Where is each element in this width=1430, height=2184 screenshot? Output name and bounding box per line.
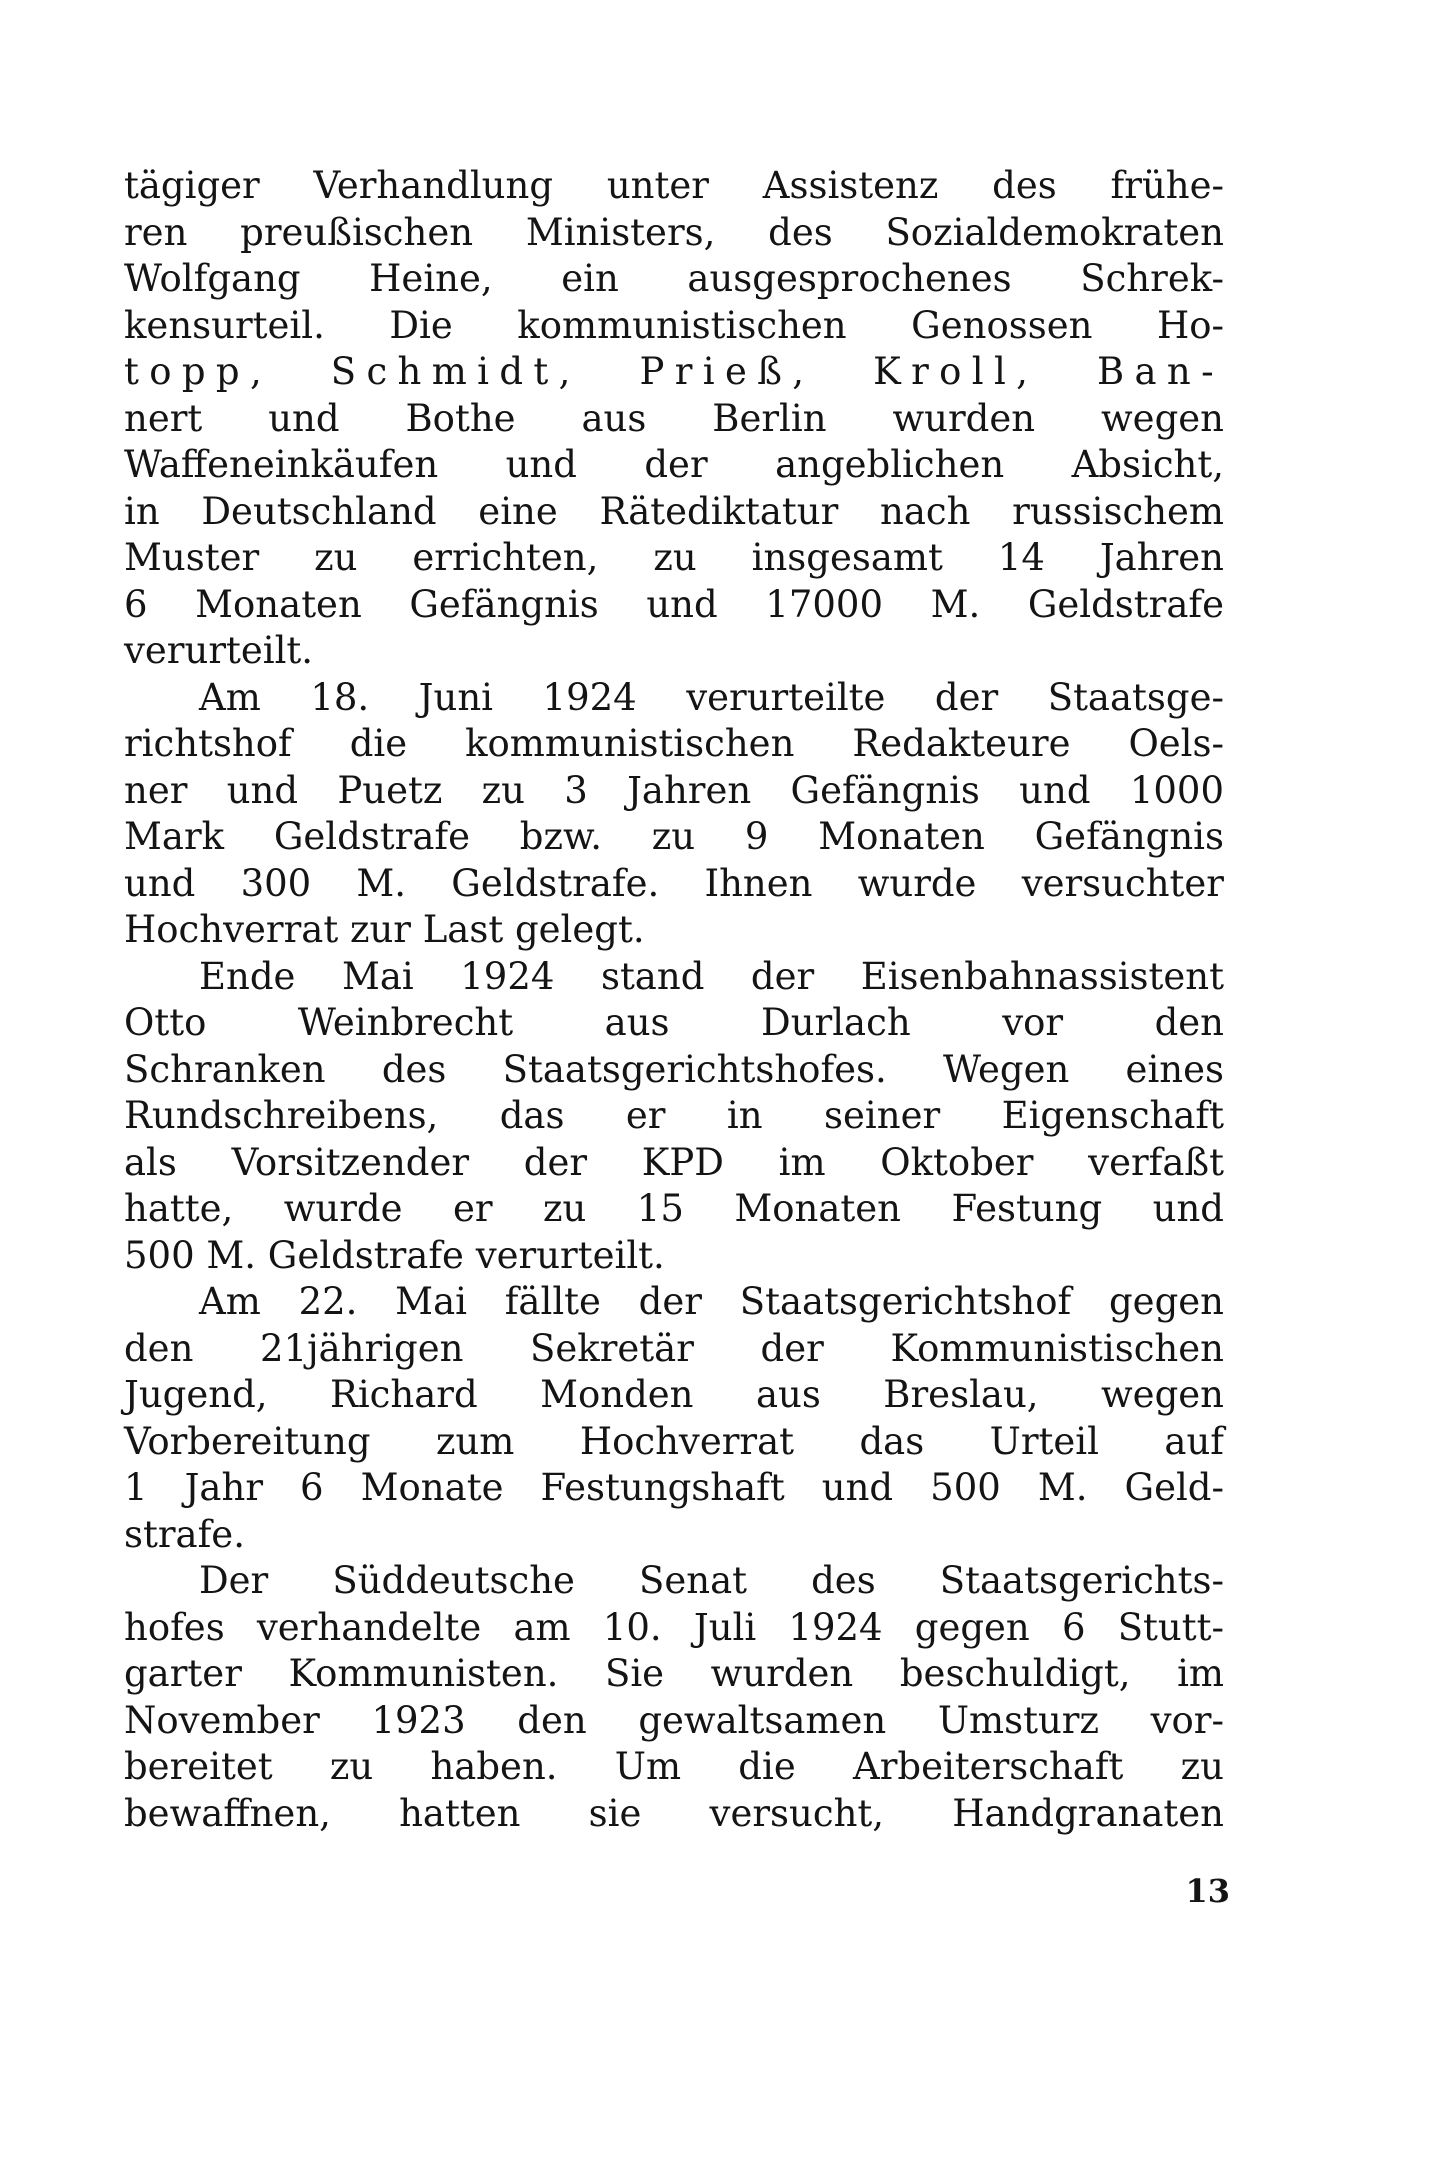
text-line: hatte, wurde er zu 15 Monaten Festung und (124, 1187, 1224, 1230)
text-line: garter Kommunisten. Sie wurden beschuldigt, im (124, 1652, 1224, 1695)
page-number: 13 (1185, 1872, 1230, 1910)
text-line: in Deutschland eine Rätediktatur nach russischem (124, 489, 1224, 533)
text-line: tägiger Verhandlung unter Assistenz des frühe- (124, 164, 1224, 207)
text-line: November 1923 den gewaltsamen Umsturz vor- (124, 1698, 1224, 1742)
text-line: Hochverrat zur Last gelegt. (124, 908, 645, 951)
text-line: verurteilt. (124, 629, 314, 672)
paragraph-start-line: Ende Mai 1924 stand der Eisenbahnassistent (199, 954, 1224, 998)
text-line: Muster zu errichten, zu insgesamt 14 Jahren (124, 536, 1224, 579)
text-line: topp, Schmidt, Prieß, Kroll, Ban- (124, 350, 1224, 393)
text-line: den 21jährigen Sekretär der Kommunistischen (124, 1326, 1224, 1370)
text-line: Mark Geldstrafe bzw. zu 9 Monaten Gefängnis (124, 815, 1224, 858)
text-line: ren preußischen Ministers, des Sozialdemokraten (124, 210, 1224, 254)
text-line: Waffeneinkäufen und der angeblichen Absicht, (124, 443, 1224, 486)
text-line: kensurteil. Die kommunistischen Genossen Ho- (124, 303, 1224, 347)
text-line: nert und Bothe aus Berlin wurden wegen (124, 396, 1224, 440)
text-line: strafe. (124, 1512, 245, 1556)
text-line: Wolfgang Heine, ein ausgesprochenes Schrek- (124, 257, 1224, 300)
text-line: hofes verhandelte am 10. Juli 1924 gegen 6 Stutt- (124, 1605, 1224, 1649)
text-line: Rundschreibens, das er in seiner Eigenschaft (124, 1094, 1224, 1137)
paragraph-start-line: Am 18. Juni 1924 verurteilte der Staatsge- (199, 675, 1224, 719)
text-line: und 300 M. Geldstrafe. Ihnen wurde versuchter (124, 861, 1224, 905)
text-line: Schranken des Staatsgerichtshofes. Wegen eines (124, 1047, 1224, 1091)
text-line: als Vorsitzender der KPD im Oktober verfaßt (124, 1140, 1224, 1184)
text-line: Jugend, Richard Monden aus Breslau, wegen (124, 1373, 1224, 1416)
text-line: 1 Jahr 6 Monate Festungshaft und 500 M. Geld- (124, 1466, 1224, 1509)
text-line: Vorbereitung zum Hochverrat das Urteil auf (124, 1419, 1224, 1463)
paragraph-start-line: Am 22. Mai fällte der Staatsgerichtshof gegen (199, 1280, 1224, 1323)
text-line: 500 M. Geldstrafe verurteilt. (124, 1233, 665, 1277)
text-line: Otto Weinbrecht aus Durlach vor den (124, 1001, 1224, 1044)
text-line: ner und Puetz zu 3 Jahren Gefängnis und 1000 (124, 768, 1224, 812)
text-line: richtshof die kommunistischen Redakteure Oels- (124, 722, 1224, 765)
text-line: 6 Monaten Gefängnis und 17000 M. Geldstrafe (124, 582, 1224, 626)
text-line: bereitet zu haben. Um die Arbeiterschaft zu (124, 1745, 1224, 1788)
paragraph-start-line: Der Süddeutsche Senat des Staatsgerichts- (199, 1559, 1224, 1602)
text-line: bewaffnen, hatten sie versucht, Handgranaten (124, 1791, 1224, 1835)
body-text (124, 163, 1224, 1837)
